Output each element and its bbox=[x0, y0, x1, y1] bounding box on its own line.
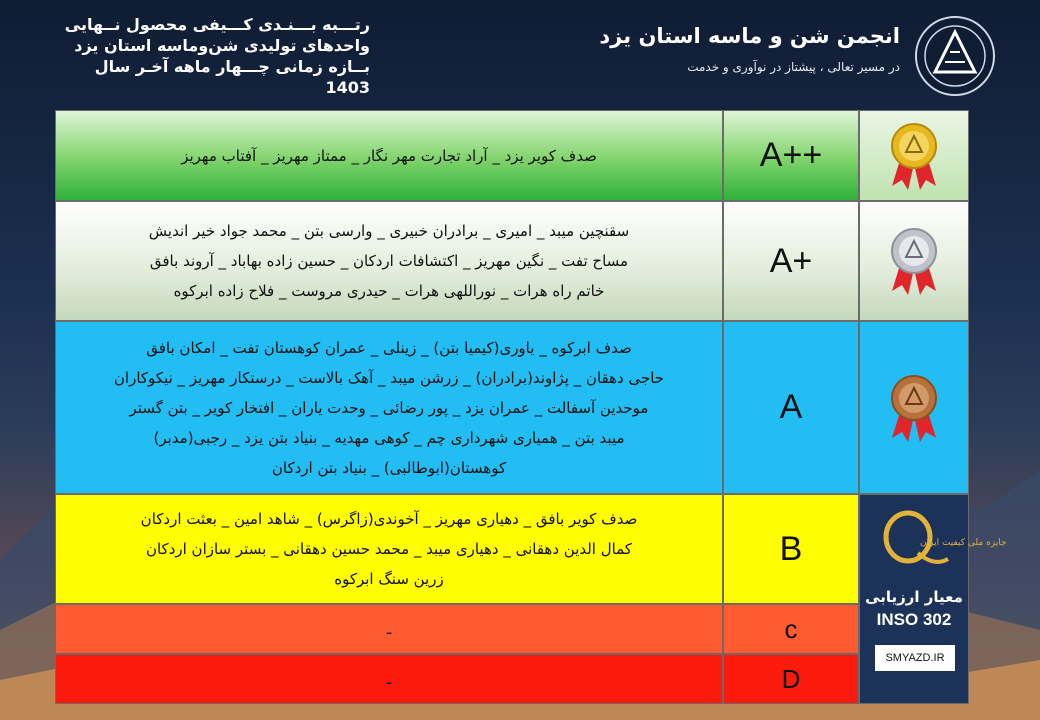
grade-cell: c bbox=[723, 604, 859, 654]
company-line: حاجی دهقان _ پژاوند(برادران) _ زرشن میبد _ آهک بالاست _ درستکار مهریز _ نیکوکاران bbox=[113, 368, 665, 387]
company-line: موحدین آسفالت _ عمران یزد _ پور رضائی _ وحدت یاران _ افتخار کویر _ بتن گستر bbox=[129, 398, 649, 417]
grade-row-a-plus bbox=[55, 201, 969, 321]
grade-row-a-plus-plus bbox=[55, 110, 969, 201]
company-line: ـ bbox=[386, 620, 392, 638]
companies-cell bbox=[55, 654, 723, 704]
report-title bbox=[55, 14, 370, 98]
report-title-line: بــازه زمانی چـــهار ماهه آخـر سال 1403 bbox=[94, 57, 370, 97]
grade-cell: B bbox=[723, 494, 859, 604]
grade-cell: A+ bbox=[723, 201, 859, 321]
criteria-standard: INSO 302 bbox=[876, 610, 952, 629]
silver-medal-icon bbox=[859, 201, 969, 321]
grade-row-b bbox=[55, 494, 969, 604]
company-line: زرین سنگ ابرکوه bbox=[334, 570, 444, 588]
grade-row-d bbox=[55, 654, 969, 704]
company-line: میبد بتن _ همیاری شهرداری چم _ کوهی مهدیه _ بنیاد بتن یزد _ رجبی(مدبر) bbox=[153, 428, 625, 447]
companies-cell bbox=[55, 494, 723, 604]
organization-block bbox=[599, 24, 900, 74]
grade-cell: D bbox=[723, 654, 859, 704]
website-link[interactable]: SMYAZD.IR bbox=[875, 645, 955, 671]
award-logo-text: جایزه ملی کیفیت ایران bbox=[920, 538, 1007, 548]
company-line: صدف کویر بافق _ دهیاری مهریز _ آخوندی(زاگرس) _ شاهد امین _ بعثت اردکان bbox=[140, 510, 638, 528]
header bbox=[0, 0, 1040, 108]
report-title-line: واحدهای تولیدی شن‌و‌ماسه استان یزد bbox=[74, 36, 370, 55]
criteria-label: معیار ارزیابی bbox=[865, 588, 963, 606]
company-line: سقنچین میبد _ امیری _ برادران خبیری _ وارسی بتن _ محمد جواد خیر اندیش bbox=[148, 222, 630, 240]
organization-name: انجمن شن و ماسه استان یزد bbox=[599, 24, 900, 48]
gold-medal-icon bbox=[859, 110, 969, 201]
grade-cell: A++ bbox=[723, 110, 859, 201]
companies-cell bbox=[55, 201, 723, 321]
company-line: مساح تفت _ نگین مهریز _ اکتشافات اردکان _ حسین زاده بهاباد _ آروند بافق bbox=[149, 252, 629, 270]
companies-cell bbox=[55, 110, 723, 201]
grade-row-c bbox=[55, 604, 969, 654]
grade-row-a bbox=[55, 321, 969, 494]
company-line: صدف ابرکوه _ یاوری(کیمیا بتن) _ زینلی _ عمران کوهستان تفت _ امکان بافق bbox=[146, 338, 632, 357]
association-logo-icon bbox=[915, 16, 995, 96]
grade-cell: A bbox=[723, 321, 859, 494]
organization-slogan: در مسیر تعالی ، پیشتاز در نوآوری و خدمت bbox=[687, 60, 900, 74]
report-title-line: رتـــبه بـــنـدی کـــیفی محصول نــهایی bbox=[64, 15, 370, 34]
companies-cell bbox=[55, 604, 723, 654]
company-line: خاتم راه هرات _ نوراللهی هرات _ حیدری مروست _ فلاح زاده ابرکوه bbox=[173, 282, 605, 300]
company-line: ـ bbox=[386, 670, 392, 688]
companies-cell bbox=[55, 321, 723, 494]
company-line: کمال الدین دهقانی _ دهیاری میبد _ محمد حسین دهقانی _ بستر سازان اردکان bbox=[145, 540, 633, 558]
evaluation-criteria-panel bbox=[859, 494, 1007, 704]
bronze-medal-icon bbox=[859, 321, 969, 494]
company-line: کوهستان(ابوطالبی) _ بنیاد بتن اردکان bbox=[271, 458, 507, 477]
iran-quality-award-logo-icon bbox=[878, 507, 1007, 573]
company-line: صدف کویر یزد _ آراد تجارت مهر نگار _ ممتاز مهریز _ آفتاب مهریز bbox=[181, 146, 597, 165]
